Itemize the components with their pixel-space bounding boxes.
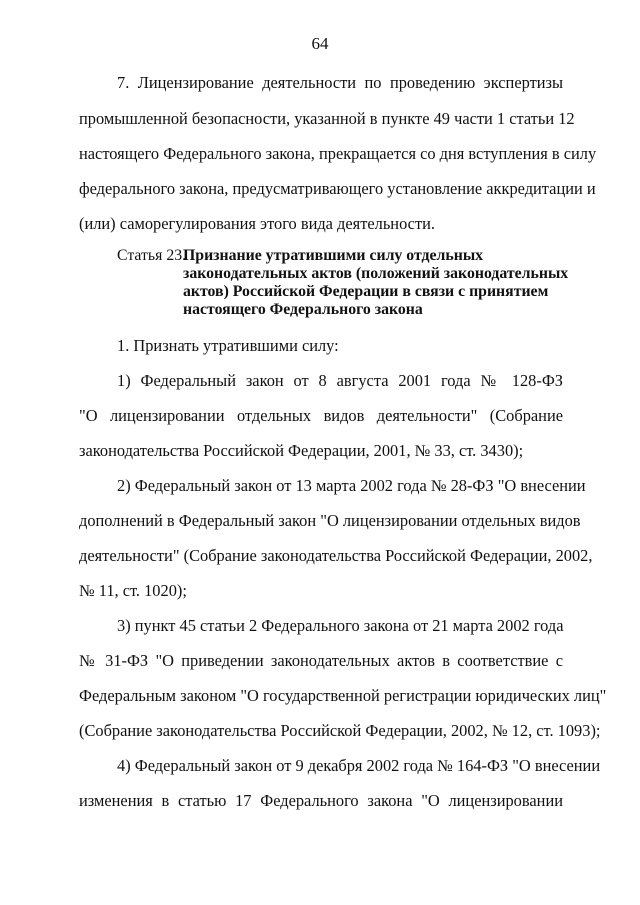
page-number: 64: [311, 34, 329, 53]
text-line: Федеральным законом "О государственной регистрации юридических лиц": [79, 686, 607, 705]
text-line: (или) саморегулирования этого вида деятельности.: [79, 214, 435, 233]
text-line: настоящего Федерального закона, прекращается со дня вступления в силу: [79, 144, 597, 163]
text-line: "О лицензировании отдельных видов деятельности" (Собрание: [79, 406, 563, 425]
article-title-line: актов) Российской Федерации в связи с принятием: [183, 283, 549, 300]
article-title-line: законодательных актов (положений законодательных: [183, 265, 569, 282]
text-line: деятельности" (Собрание законодательства Российской Федерации, 2002,: [79, 546, 593, 565]
text-line: федерального закона, предусматривающего установление аккредитации и: [79, 179, 596, 198]
text-line: 4) Федеральный закон от 9 декабря 2002 года № 164-ФЗ "О внесении: [117, 756, 601, 775]
article-label: Статья 23.: [117, 247, 187, 264]
text-line: законодательства Российской Федерации, 2001, № 33, ст. 3430);: [79, 441, 524, 460]
text-line: дополнений в Федеральный закон "О лицензировании отдельных видов: [79, 511, 581, 530]
article-title-line: Признание утратившими силу отдельных: [183, 247, 484, 264]
article-title-line: настоящего Федерального закона: [183, 301, 423, 318]
text-line: № 11, ст. 1020);: [79, 581, 187, 600]
text-line: изменения в статью 17 Федерального закона "О лицензировании: [79, 791, 563, 810]
text-line: 1) Федеральный закон от 8 августа 2001 года № 128-ФЗ: [117, 371, 563, 390]
text-line: 2) Федеральный закон от 13 марта 2002 года № 28-ФЗ "О внесении: [117, 476, 586, 495]
article-title: [183, 247, 573, 319]
paragraph-1: 1. Признать утратившими силу:: [117, 336, 339, 355]
text-line: 7. Лицензирование деятельности по проведению экспертизы: [117, 73, 563, 92]
text-line: промышленной безопасности, указанной в пункте 49 части 1 статьи 12: [79, 109, 575, 128]
text-line: (Собрание законодательства Российской Федерации, 2002, № 12, ст. 1093);: [79, 721, 601, 740]
text-line: № 31-ФЗ "О приведении законодательных актов в соответствие с: [79, 651, 563, 670]
text-line: 3) пункт 45 статьи 2 Федерального закона от 21 марта 2002 года: [117, 616, 564, 635]
